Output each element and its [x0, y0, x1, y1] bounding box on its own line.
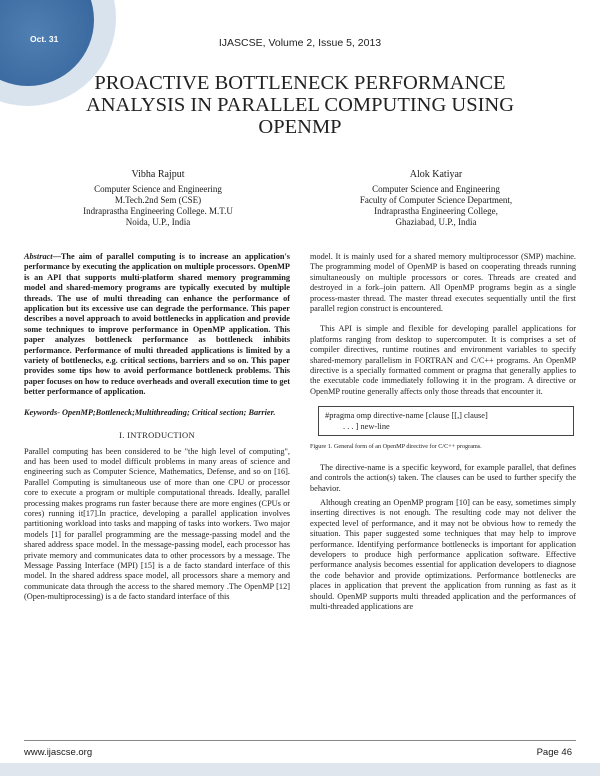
abstract-text: —The aim of parallel computing is to increase an application's performance by executing the application on multiple processors. OpenMP is an API that supports multi-platform shared memory programming model and shared-memory programs are typically executed by multiple threads. The use of multi threading can enhance the performance of application but its excessive use can degrade the performance. This paper describes a novel approach to avoid bottlenecks in application and provide some techniques to improve performance in OpenMP application. This paper analyzes bottleneck performance as bottleneck inhibits performance. Performance of multi threaded applications is limited by a variety of bottlenecks, e.g. critical sections, barriers and so on. This paper provides some tips how to avoid performance bottleneck problems. This paper focuses on how to reduce overheads and overall execution time to get better performance of application. — [24, 252, 290, 397]
body-paragraph: The directive-name is a specific keyword, for example parallel, that defines and controls the action(s) taken. The clauses can be used to further specify the behavior. — [310, 462, 576, 493]
author-block-1 — [28, 169, 288, 228]
footer-page-number: Page 46 — [536, 747, 572, 758]
left-column — [24, 252, 290, 603]
author-affiliation-line: M.Tech.2nd Sem (CSE) — [114, 195, 202, 205]
author-affiliation-line: Faculty of Computer Science Department, — [359, 195, 513, 205]
figure-caption: Figure 1. General form of an OpenMP directive for C/C++ programs. — [310, 443, 482, 451]
author-block-2 — [306, 169, 566, 228]
badge-date: Oct. 31 — [30, 34, 59, 44]
abstract-lead: Abstract — [24, 252, 53, 261]
section-heading-introduction: I. INTRODUCTION — [119, 430, 195, 441]
code-listing — [318, 406, 574, 436]
body-paragraph: This API is simple and flexible for developing parallel applications for platforms ranging from desktop to supercomputer. It is comprises a set of compiler directives, runtime routines and environment variables to specify shared-memory parallelism in FORTRAN and C/C++ programs. An OpenMP directive is a specially formatted comment or pragma that generally applies to the executable code immediately following it in the program. A directive or OpenMP routine generally affects only those threads that encounter it. — [310, 324, 576, 396]
paper-title: PROACTIVE BOTTLENECK PERFORMANCE ANALYSIS IN PARALLEL COMPUTING USING OPENMP — [85, 72, 515, 138]
keywords: Keywords- OpenMP;Bottleneck;Multithreading; Critical section; Barrier. — [24, 407, 276, 417]
code-line: #pragma omp directive-name [clause [[,] clause] — [325, 411, 488, 421]
author-name: Vibha Rajput — [131, 169, 185, 180]
body-paragraph: Although creating an OpenMP program [10] can be easy, sometimes simply inserting directives is not enough. The resulting code may not deliver the expected level of performance, and it may not be obvious how to remedy the situation. This paper suggested some techniques that may help to improve performance. Identifying performance bottlenecks is important for application developers to produce high performance application software. Effective performance analysis becomes essential for application developers to diagnose the code behavior and provide optimizations. Performance bottlenecks are places in application that prevent the application from running as fast as it should. OpenMP supports multi threaded application and the performances of multi-threaded applications are — [310, 497, 576, 611]
introduction-paragraph: Parallel computing has been considered to be "the high level of computing", and has been used to model difficult problems in many areas of science and engineering such as Computer Science, Mathematics, Defense, and so on [16]. Parallel Computing is simultaneous use of more than one CPU or processor core to execute a program or multiple computational threads. Ideally, parallel processing makes programs run faster because there are more engines (CPUs or cores) running it[17].In practice, developing a parallel application involves partitioning workload into tasks and mapping of tasks into workers. Two major models [1] for parallel programming are the message-passing model and the shared address space model. In the message-passing model, each processor has private memory and communicates data to other processors by a message. The Message Passing Interface (MPI) [15] is a de facto standard interface of this model. In the shared address space model, all processors share a memory and communicate data through the access to the shared memory .The OpenMP [12] (Open-multiprocessing) is a de facto standard interface of this — [24, 446, 290, 602]
right-column — [310, 252, 576, 612]
author-name: Alok Katiyar — [409, 169, 463, 180]
body-paragraph: model. It is mainly used for a shared memory multiprocessor (SMP) machine. The programming model of OpenMP is based on cooperating threads running simultaneously on multiple processors or cores. Threads are created and destroyed in a fork–join pattern. All OpenMP programs begin as a single process-master thread. The master thread executes sequentially until the first parallel region construct is encountered. — [310, 252, 576, 314]
journal-header: IJASCSE, Volume 2, Issue 5, 2013 — [218, 37, 382, 49]
code-line: . . . ] new-line — [343, 422, 390, 432]
author-affiliation-line: Computer Science and Engineering — [372, 184, 500, 194]
author-affiliation-line: Indraprastha Engineering College. M.T.U — [83, 206, 233, 216]
author-affiliation-line: Noida, U.P., India — [125, 217, 191, 227]
footer-divider — [24, 740, 576, 741]
abstract — [24, 252, 290, 398]
footer-website: www.ijascse.org — [24, 747, 93, 758]
author-affiliation-line: Indraprastha Engineering College, — [374, 206, 498, 216]
author-affiliation-line: Computer Science and Engineering — [94, 184, 222, 194]
footer-band-decoration — [0, 763, 600, 776]
author-affiliation-line: Ghaziabad, U.P., India — [395, 217, 477, 227]
